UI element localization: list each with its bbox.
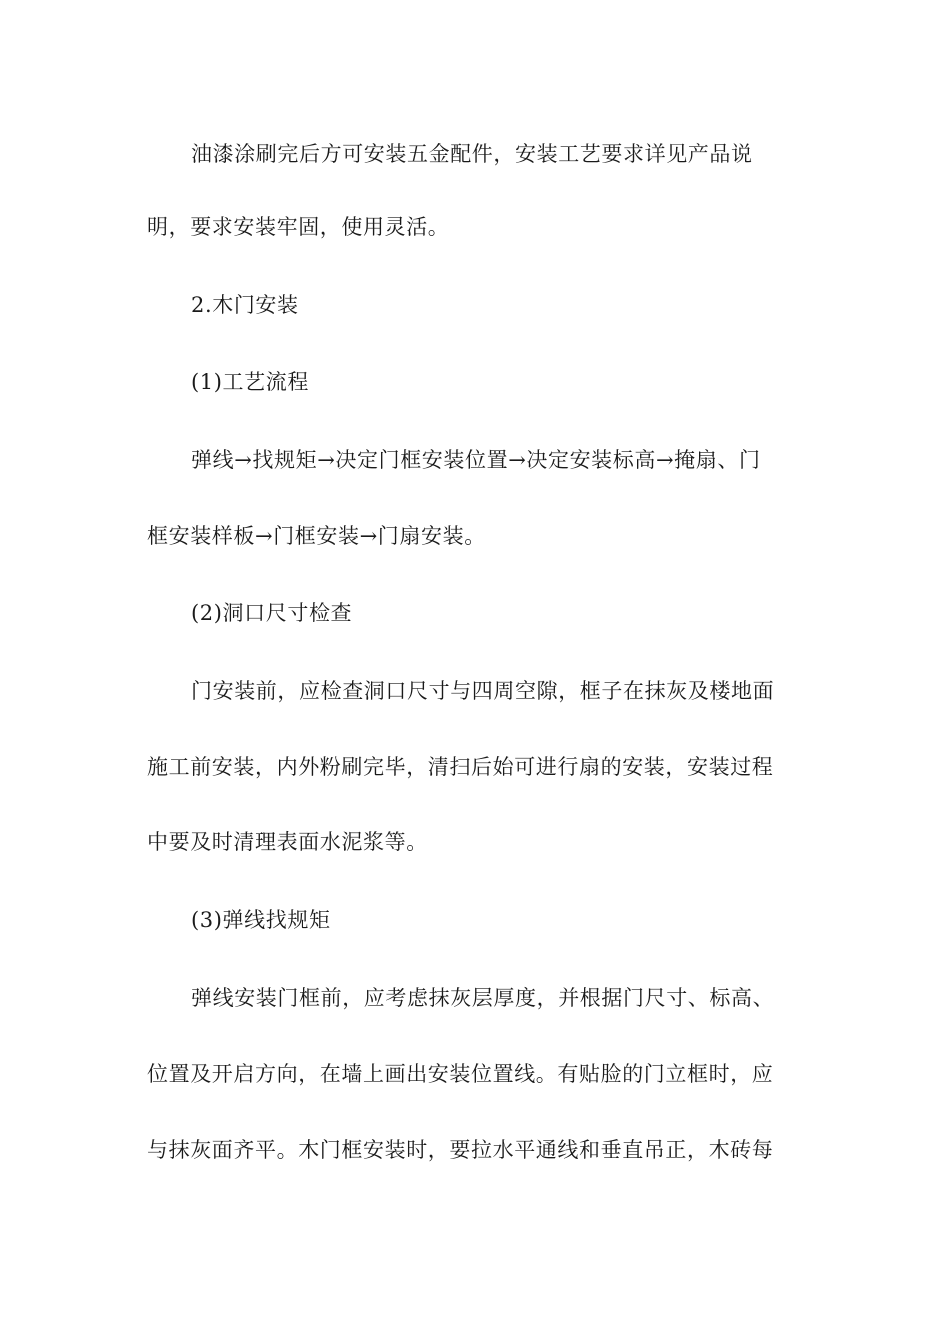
paragraph-line: 中要及时清理表面水泥浆等。 xyxy=(147,830,428,854)
paragraph-line: 弹线→找规矩→决定门框安装位置→决定安装标高→掩扇、门 xyxy=(191,448,761,472)
paragraph-line: 与抹灰面齐平。木门框安装时，要拉水平通线和垂直吊正，木砖每 xyxy=(147,1138,774,1162)
section-heading: 2.木门安装 xyxy=(191,293,299,317)
subsection-heading: (2)洞口尺寸检查 xyxy=(191,601,353,625)
paragraph-line: 门安装前，应检查洞口尺寸与四周空隙，框子在抹灰及楼地面 xyxy=(191,679,775,703)
paragraph-line: 位置及开启方向，在墙上画出安装位置线。有贴脸的门立框时，应 xyxy=(147,1062,774,1086)
subsection-heading: (1)工艺流程 xyxy=(191,370,309,394)
paragraph-line: 油漆涂刷完后方可安装五金配件，安装工艺要求详见产品说 xyxy=(191,142,753,166)
paragraph-line: 框安装样板→门框安装→门扇安装。 xyxy=(147,524,486,548)
paragraph-line: 弹线安装门框前，应考虑抹灰层厚度，并根据门尺寸、标高、 xyxy=(191,986,775,1010)
paragraph-line: 施工前安装，内外粉刷完毕，清扫后始可进行扇的安装，安装过程 xyxy=(147,755,774,779)
paragraph-line: 明，要求安装牢固，使用灵活。 xyxy=(147,215,450,239)
subsection-heading: (3)弹线找规矩 xyxy=(191,908,331,932)
